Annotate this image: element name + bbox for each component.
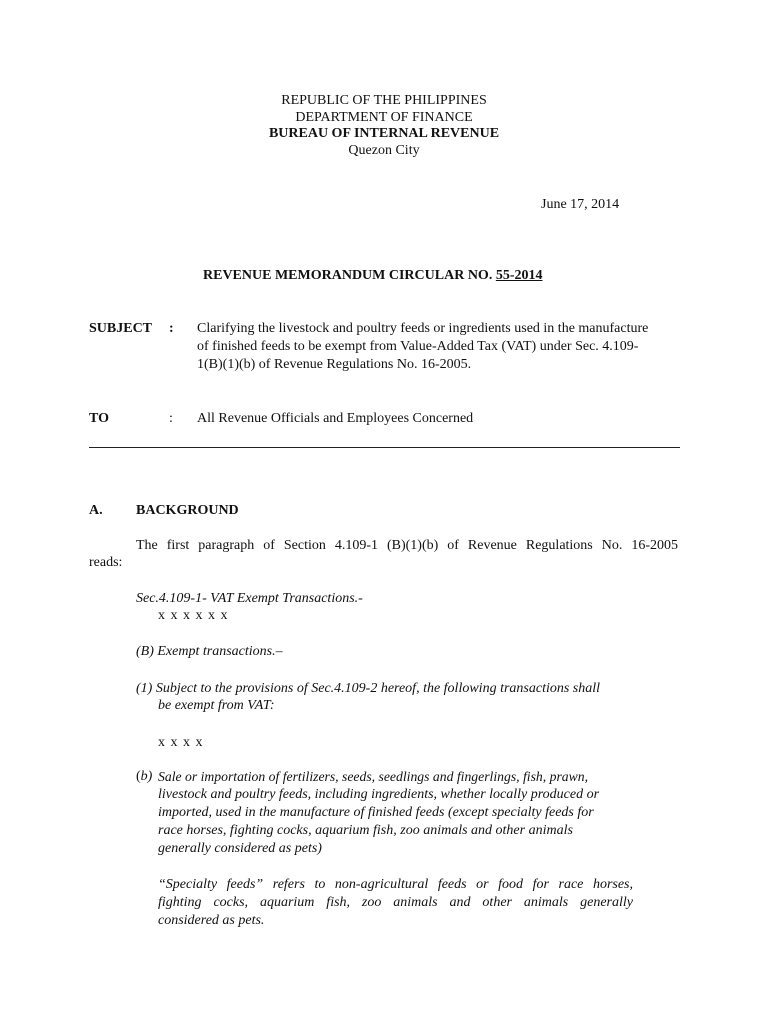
specialty-feeds-line-3: considered as pets. xyxy=(158,913,265,928)
quote-xs-1: x x x x x x xyxy=(158,608,229,623)
to-value: All Revenue Officials and Employees Concerned xyxy=(197,411,474,426)
quote-b-line-4: race horses, fighting cocks, aquarium fish, zoo animals and other animals xyxy=(158,823,573,838)
header-city: Quezon City xyxy=(348,143,420,158)
header-department: DEPARTMENT OF FINANCE xyxy=(295,110,473,125)
section-a-title: BACKGROUND xyxy=(136,503,239,518)
quote-b-prefix: (b) xyxy=(136,769,153,784)
quote-p1-line-2: be exempt from VAT: xyxy=(158,698,275,713)
intro-line-1: The first paragraph of Section 4.109-1 (B)(1)(b) of Revenue Regulations No. 16-2005 xyxy=(136,538,678,553)
subject-line-3: 1(B)(1)(b) of Revenue Regulations No. 16-2005. xyxy=(197,357,472,372)
circular-number: 55-2014 xyxy=(495,268,543,283)
subject-colon: : xyxy=(169,321,174,336)
intro-line-2: reads: xyxy=(89,555,123,570)
header-republic: REPUBLIC OF THE PHILIPPINES xyxy=(281,93,487,108)
section-a-letter: A. xyxy=(89,503,103,518)
document-date: June 17, 2014 xyxy=(541,197,620,212)
subject-line-1: Clarifying the livestock and poultry feeds or ingredients used in the manufacture xyxy=(197,321,649,336)
specialty-feeds-line-2: fighting cocks, aquarium fish, zoo animals and other animals generally xyxy=(158,895,633,910)
divider-line xyxy=(89,447,680,448)
specialty-feeds-line-1: “Specialty feeds” refers to non-agricultural feeds or food for race horses, xyxy=(158,877,633,892)
quote-b-line-1: Sale or importation of fertilizers, seeds, seedlings and fingerlings, fish, prawn, xyxy=(158,769,589,784)
circular-title xyxy=(203,267,543,284)
quote-heading: Sec.4.109-1- VAT Exempt Transactions.- xyxy=(136,591,363,606)
to-label: TO xyxy=(89,411,109,426)
header-bureau: BUREAU OF INTERNAL REVENUE xyxy=(268,126,500,141)
to-colon: : xyxy=(169,411,173,426)
circular-prefix: REVENUE MEMORANDUM CIRCULAR NO. xyxy=(203,268,493,283)
quote-b-heading: (B) Exempt transactions.– xyxy=(136,644,283,659)
quote-p1-line-1: (1) Subject to the provisions of Sec.4.109-2 hereof, the following transactions shall xyxy=(136,681,601,696)
subject-line-2: of finished feeds to be exempt from Value-Added Tax (VAT) under Sec. 4.109- xyxy=(197,339,639,354)
quote-xs-2: x x x x xyxy=(158,735,204,750)
quote-b-line-2: livestock and poultry feeds, including ingredients, whether locally produced or xyxy=(158,787,600,802)
subject-label: SUBJECT xyxy=(89,321,153,336)
quote-b-line-5: generally considered as pets) xyxy=(158,841,322,856)
quote-b-line-3: imported, used in the manufacture of finished feeds (except specialty feeds for xyxy=(158,805,594,820)
